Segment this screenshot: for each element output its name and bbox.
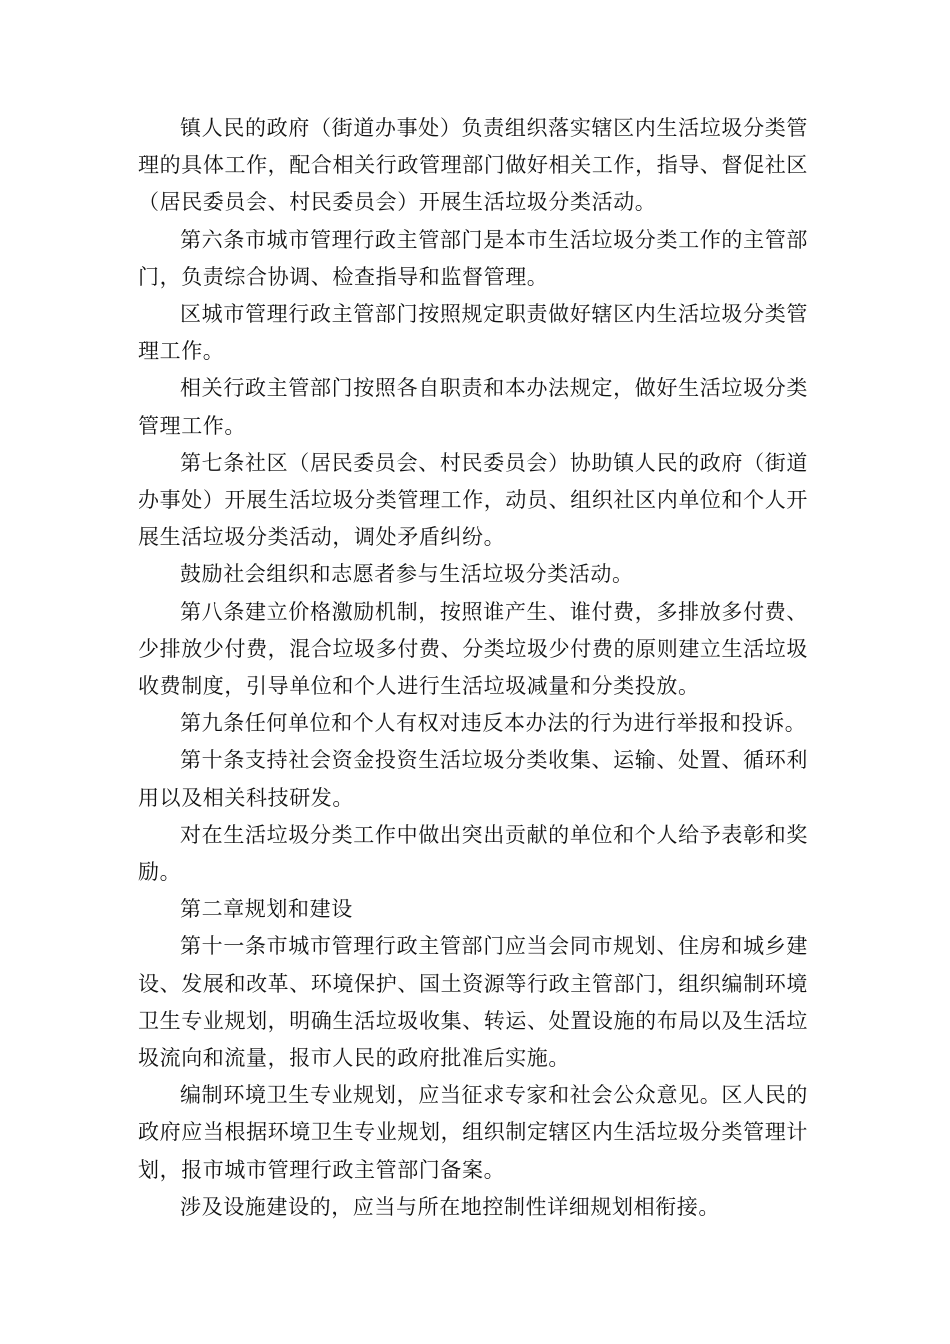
paragraph: 涉及设施建设的，应当与所在地控制性详细规划相衔接。 (180, 1194, 720, 1219)
paragraph: 区城市管理行政主管部门按照规定职责做好辖区内生活垃圾分类管理工作。 (138, 302, 808, 364)
paragraph: 编制环境卫生专业规划，应当征求专家和社会公众意见。区人民的政府应当根据环境卫生专业规划，组织制定辖区内生活垃圾分类管理计划，报市城市管理行政主管部门备案。 (138, 1083, 808, 1182)
paragraph: 镇人民的政府（街道办事处）负责组织落实辖区内生活垃圾分类管理的具体工作，配合相关行政管理部门做好相关工作，指导、督促社区（居民委员会、村民委员会）开展生活垃圾分类活动。 (138, 116, 808, 215)
paragraph: 第九条任何单位和个人有权对违反本办法的行为进行举报和投诉。 (180, 711, 807, 736)
paragraph: 第六条市城市管理行政主管部门是本市生活垃圾分类工作的主管部门，负责综合协调、检查指导和监督管理。 (138, 227, 808, 289)
paragraph: 相关行政主管部门按照各自职责和本办法规定，做好生活垃圾分类管理工作。 (138, 376, 808, 438)
paragraph: 第八条建立价格激励机制，按照谁产生、谁付费，多排放多付费、少排放少付费，混合垃圾多付费、分类垃圾少付费的原则建立生活垃圾收费制度，引导单位和个人进行生活垃圾减量和分类投放。 (138, 599, 808, 699)
paragraph: 第七条社区（居民委员会、村民委员会）协助镇人民的政府（街道办事处）开展生活垃圾分类管理工作，动员、组织社区内单位和个人开展生活垃圾分类活动，调处矛盾纠纷。 (138, 450, 808, 550)
paragraph: 第十条支持社会资金投资生活垃圾分类收集、运输、处置、循环利用以及相关科技研发。 (138, 748, 808, 810)
paragraph: 鼓励社会组织和志愿者参与生活垃圾分类活动。 (180, 562, 634, 587)
document-page (138, 110, 808, 1226)
chapter-heading: 第二章规划和建设 (180, 897, 353, 922)
paragraph: 第十一条市城市管理行政主管部门应当会同市规划、住房和城乡建设、发展和改革、环境保护、国土资源等行政主管部门，组织编制环境卫生专业规划，明确生活垃圾收集、转运、处置设施的布局以及生活垃圾流向和流量，报市人民的政府批准后实施。 (138, 934, 808, 1071)
paragraph: 对在生活垃圾分类工作中做出突出贡献的单位和个人给予表彰和奖励。 (138, 822, 808, 885)
